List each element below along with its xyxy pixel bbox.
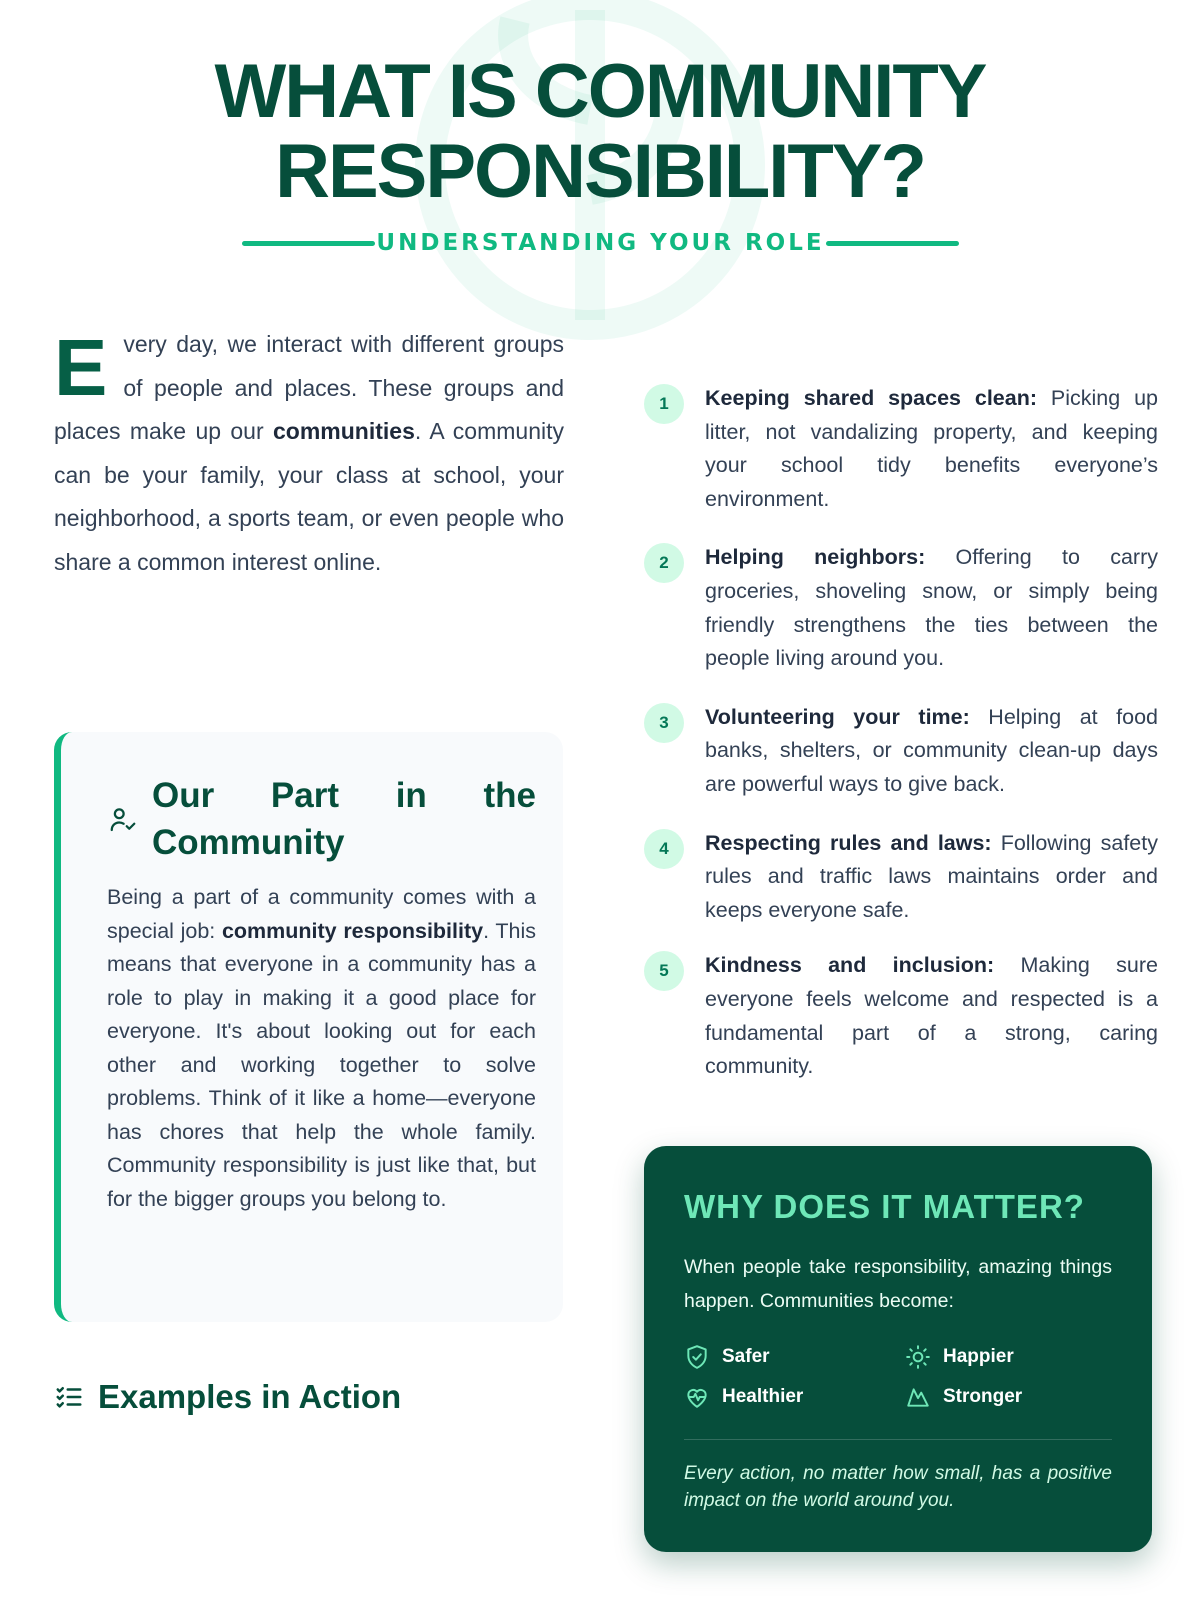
page-title-line-1: WHAT IS COMMUNITY [214, 49, 986, 134]
example-item [644, 541, 1158, 675]
subtitle-row [242, 226, 959, 260]
example-item [644, 949, 1158, 1083]
example-description: Picking up litter, not vandalizing property, and keeping your school tidy benefits everyone’s environment. [705, 386, 1158, 511]
page-subtitle: UNDERSTANDING YOUR ROLE [376, 230, 825, 256]
example-number-badge: 3 [644, 703, 684, 743]
example-number-badge: 4 [644, 829, 684, 869]
benefit-label: Stronger [943, 1386, 1023, 1407]
subtitle-rule-left [242, 241, 375, 246]
example-number-badge: 5 [644, 951, 684, 991]
example-text [705, 701, 1158, 802]
intro-text-after: . A community can be your family, your class at school, your neighborhood, a sports team, or even people who share a common interest online. [54, 418, 564, 575]
example-text [705, 827, 1158, 928]
heart-pulse-icon [684, 1384, 710, 1410]
example-description: Offering to carry groceries, shoveling snow, or simply being friendly strengthens the ties between the people living around you. [705, 545, 1158, 671]
sun-icon [905, 1344, 931, 1370]
benefit-label: Safer [722, 1346, 770, 1367]
example-description: Following safety rules and traffic laws maintains order and keeps everyone safe. [705, 830, 1158, 922]
example-label: Volunteering your time: [705, 704, 970, 729]
example-label: Helping neighbors: [705, 545, 926, 570]
our-part-title: Our Part in the Community [152, 776, 536, 862]
page-title-line-2: RESPONSIBILITY? [275, 129, 925, 214]
our-part-text-before: Being a part of a community comes with a special job: [107, 885, 536, 943]
example-text [705, 541, 1158, 675]
list-check-icon [54, 1382, 84, 1412]
subtitle-rule-right [826, 241, 959, 246]
our-part-text-after: . This means that everyone in a community has a role to play in making it a good place for everyone. It's about looking out for each other and working together to solve problems. Think of it like a home—everyone has chores that help the whole family. Community responsibility is just like that, but for the bigger groups you belong to. [107, 918, 536, 1211]
why-matter-divider [684, 1439, 1112, 1440]
page-title [0, 49, 1200, 214]
benefit-happier [905, 1344, 1014, 1370]
example-number-badge: 2 [644, 543, 684, 583]
our-part-body [107, 881, 536, 1216]
shield-check-icon [684, 1344, 710, 1370]
why-matter-quote: Every action, no matter how small, has a positive impact on the world around you. [684, 1463, 1112, 1511]
example-item [644, 827, 1158, 928]
mountain-icon [905, 1384, 931, 1410]
page-header [0, 49, 1200, 214]
example-text [705, 949, 1158, 1083]
benefit-label: Healthier [722, 1386, 804, 1407]
example-text [705, 382, 1158, 516]
why-matter-card [644, 1146, 1152, 1552]
example-description: Making sure everyone feels welcome and respected is a fundamental part of a strong, caring community. [705, 953, 1158, 1079]
example-label: Respecting rules and laws: [705, 830, 992, 855]
example-number-badge: 1 [644, 384, 684, 424]
benefit-healthier [684, 1384, 803, 1410]
our-part-card [54, 732, 563, 1322]
why-matter-title: WHY DOES IT MATTER? [684, 1188, 1085, 1225]
intro-bold-term: communities [273, 418, 415, 444]
examples-list [644, 382, 1158, 1109]
intro-paragraph [54, 323, 564, 584]
example-item [644, 701, 1158, 802]
example-label: Kindness and inclusion: [705, 953, 995, 978]
user-check-icon [108, 805, 138, 835]
benefit-safer [684, 1344, 770, 1370]
example-item [644, 382, 1158, 516]
benefit-stronger [905, 1384, 1022, 1410]
example-label: Keeping shared spaces clean: [705, 386, 1038, 410]
intro-text-before: very day, we interact with different groups of people and places. These groups and places make up our [54, 331, 564, 444]
examples-heading [54, 1378, 401, 1416]
example-description: Helping at food banks, shelters, or community clean-up days are powerful ways to give back. [705, 704, 1158, 796]
our-part-bold-term: community responsibility [221, 918, 484, 943]
drop-cap: E [54, 323, 108, 412]
examples-title: Examples in Action [98, 1378, 402, 1415]
benefit-label: Happier [943, 1346, 1014, 1367]
why-matter-text: When people take responsibility, amazing things happen. Communities become: [684, 1256, 1112, 1312]
